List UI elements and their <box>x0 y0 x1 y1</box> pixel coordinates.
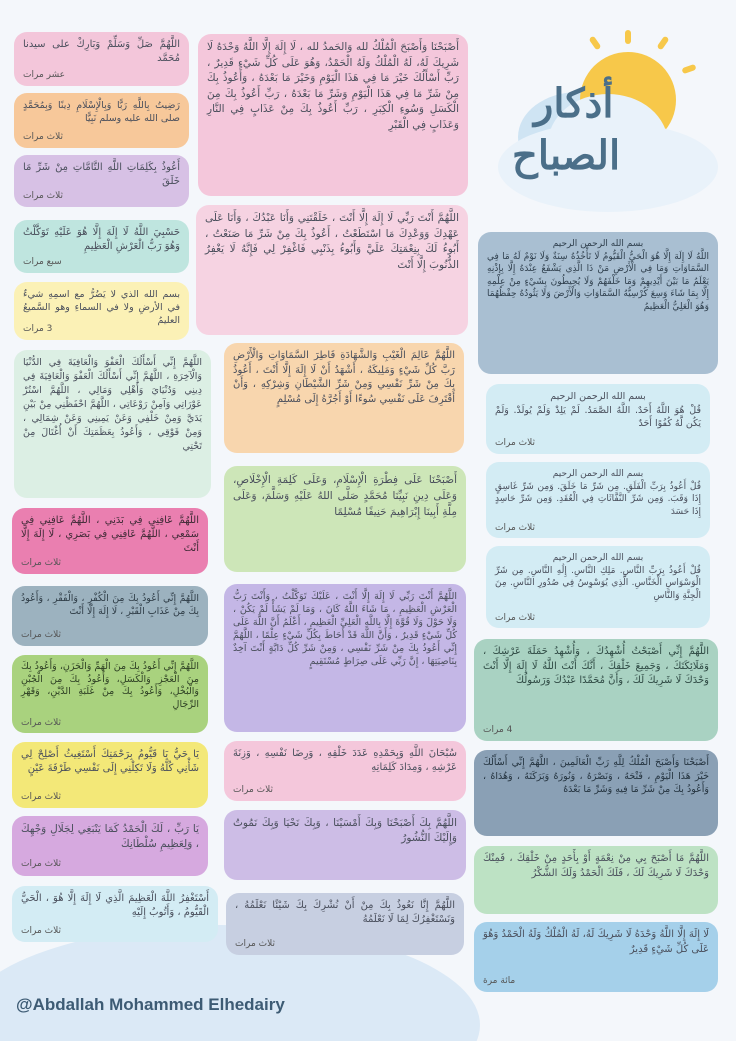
repeat-count: ثلاث مرات <box>21 792 61 802</box>
repeat-count: ثلاث مرات <box>23 191 63 201</box>
dhikr-text: اللَّهُمَّ عَالِمَ الْغَيْبِ وَالشَّهَادَةِ فَاطِرَ السَّمَاوَاتِ وَالْأَرْضِ رَبَّ كُلِّ شَيْءٍ وَمَلِيكَهُ ، أَشْهَدُ أَنْ لَا إِلَهَ إِلَّا أَنْتَ ، أَعُوذُ بِكَ مِنْ شَرِّ نَفْسِي وَمِنْ شَرِّ الشَّيْطَانِ وَشِرْكِهِ ، وَأَنْ أَقْتَرِفَ عَلَى نَفْسِي سُوءًا أَوْ أَجُرَّهُ إِلَى مُسْلِمٍ <box>233 350 455 405</box>
dhikr-text: قُلْ أَعُوذُ بِرَبِّ الْفَلَقِ. مِن شَرِّ مَا خَلَقَ. وَمِن شَرِّ غَاسِقٍ إِذَا وَقَبَ. وَمِن شَرِّ النَّفَّاثَاتِ فِي الْعُقَدِ. وَمِن شَرِّ حَاسِدٍ إِذَا حَسَدَ <box>495 481 701 517</box>
dhikr-text: اللَّهُمَّ إِنِّي أَعُوذُ بِكَ مِنَ الْكُفْرِ ، وَالْفَقْرِ ، وَأَعُوذُ بِكَ مِنْ عَذَابِ الْقَبْرِ ، لَا إِلَهَ إِلَّا أَنْتَ <box>21 593 199 617</box>
dhikr-card <box>486 462 710 538</box>
dhikr-text: اللَّهُمَّ أَنْتَ رَبِّي لَا إِلَهَ إِلَّا أَنْتَ ، خَلَقْتَنِي وَأَنَا عَبْدُكَ ، وَأَنَا عَلَى عَهْدِكَ وَوَعْدِكَ مَا اسْتَطَعْتُ ، أَعُوذُ بِكَ مِنْ شَرِّ مَا صَنَعْتُ ، أَبُوءُ لَكَ بِنِعْمَتِكَ عَلَيَّ وَأَبُوءُ بِذَنْبِي فَاغْفِرْ لِي فَإِنَّهُ لَا يَغْفِرُ الذُّنُوبَ إِلَّا أَنْتَ <box>205 212 459 271</box>
repeat-count: ثلاث مرات <box>21 926 61 936</box>
sun-ray <box>657 36 670 51</box>
basmala-header: بسم الله الرحمن الرحيم <box>552 553 644 563</box>
dhikr-card <box>12 816 208 876</box>
dhikr-text: أَصْبَحْنَا وَأَصْبَحَ الْمُلْكُ لِلَّهِ رَبِّ الْعَالَمِينَ ، اللَّهُمَّ إِنِّي أَسْأَلُكَ خَيْرَ هَذَا الْيَوْمِ ، فَتْحَهُ ، وَنَصْرَهُ ، وَنُورَهُ وَبَرَكَتَهُ ، وَهُدَاهُ ، وَأَعُوذُ بِكَ مِنْ شَرِّ مَا فِيهِ وَشَرِّ مَا بَعْدَهُ <box>483 757 709 795</box>
dhikr-text: اللَّهُ لَا إِلَهَ إِلَّا هُوَ الْحَيُّ الْقَيُّومُ لَا تَأْخُذُهُ سِنَةٌ وَلَا نَوْمٌ لَهُ مَا فِي السَّمَاوَاتِ وَمَا فِي الْأَرْضِ مَنْ ذَا الَّذِي يَشْفَعُ عِنْدَهُ إِلَّا بِإِذْنِهِ يَعْلَمُ مَا بَيْنَ أَيْدِيهِمْ وَمَا خَلْفَهُمْ وَلَا يُحِيطُونَ بِشَيْءٍ مِنْ عِلْمِهِ إِلَّا بِمَا شَاءَ وَسِعَ كُرْسِيُّهُ السَّمَاوَاتِ وَالْأَرْضَ وَلَا يَئُودُهُ حِفْظُهُمَا وَهُوَ الْعَلِيُّ الْعَظِيمُ <box>487 251 709 312</box>
dhikr-card <box>12 655 208 733</box>
dhikr-text: قُلْ هُوَ اللَّهُ أَحَدٌ. اللَّهُ الصَّمَدُ. لَمْ يَلِدْ وَلَمْ يُولَدْ. وَلَمْ يَكُن لَّهُ كُفُوًا أَحَدٌ <box>495 404 701 429</box>
dhikr-text: اللَّهُمَّ إِنِّي أَصْبَحْتُ أُشْهِدُكَ ، وَأُشْهِدُ حَمَلَةَ عَرْشِكَ ، وَمَلَائِكَتَكَ ، وَجَمِيعَ خَلْقِكَ ، أَنَّكَ أَنْتَ اللَّهُ لَا إِلَهَ إِلَّا أَنْتَ وَحْدَكَ لَا شَرِيكَ لَكَ ، وَأَنَّ مُحَمَّدًا عَبْدُكَ وَرَسُولُكَ <box>483 646 709 686</box>
title-line-1: أذكار <box>534 80 614 127</box>
author-credit: @Abdallah Mohammed Elhedairy <box>16 995 285 1014</box>
dhikr-card <box>226 893 464 955</box>
repeat-count: عشر مرات <box>23 70 65 80</box>
repeat-count: ثلاث مرات <box>235 939 275 949</box>
dhikr-text: اللَّهُمَّ بِكَ أَصْبَحْنَا وَبِكَ أَمْسَيْنَا ، وَبِكَ نَحْيَا وَبِكَ نَمُوتُ وَإِلَيْكَ النُّشُورُ <box>233 817 457 844</box>
dhikr-card <box>474 846 718 914</box>
dhikr-text: بسم الله الذي لا يَضُرُّ مع اسمِهِ شيءٌ في الأرضِ ولا في السماءِ وهو السَّميعُ العليمُ <box>23 289 180 326</box>
sun-ray <box>589 36 602 51</box>
repeat-count: ثلاث مرات <box>21 717 61 728</box>
repeat-count: ثلاث مرات <box>495 522 535 533</box>
dhikr-text: أَصْبَحْنَا عَلَى فِطْرَةِ الْإِسْلَامِ، وَعَلَى كَلِمَةِ الْإِخْلَاصِ، وَعَلَى دِينِ نَبِيِّنَا مُحَمَّدٍ صَلَّى اللهُ عَلَيْهِ وَسَلَّمَ، وَعَلَى مِلَّةِ أَبِينَا إِبْرَاهِيمَ حَنِيفًا مُسْلِمًا <box>233 474 457 518</box>
dhikr-card <box>474 922 718 992</box>
dhikr-text: اللَّهُمَّ إِنِّي أَسْأَلُكَ الْعَفْوَ وَالْعَافِيَةَ فِي الدُّنْيَا وَالْآخِرَةِ ، اللَّهُمَّ إِنِّي أَسْأَلُكَ الْعَفْوَ وَالْعَافِيَةَ فِي دِينِي وَدُنْيَايَ وَأَهْلِي وَمَالِي ، اللَّهُمَّ اسْتُرْ عَوْرَاتِي وَآمِنْ رَوْعَاتِي ، اللَّهُمَّ احْفَظْنِي مِنْ بَيْنِ يَدَيَّ وَمِنْ خَلْفِي وَعَنْ يَمِينِي وَعَنْ شِمَالِي ، وَمِنْ فَوْقِي ، وَأَعُوذُ بِعَظَمَتِكَ أَنْ أُغْتَالَ مِنْ تَحْتِي <box>23 357 202 452</box>
title-line-2: الصباح <box>512 132 621 179</box>
sun-ray <box>625 30 631 44</box>
sun-ray <box>681 64 696 74</box>
dhikr-card <box>486 384 710 454</box>
basmala-header: بسم الله الرحمن الرحيم <box>552 239 644 249</box>
dhikr-card <box>14 93 189 148</box>
dhikr-card <box>12 742 208 808</box>
dhikr-card <box>224 466 466 572</box>
repeat-count: ثلاث مرات <box>23 132 63 142</box>
basmala-header: بسم الله الرحمن الرحيم <box>550 391 646 402</box>
dhikr-card <box>474 639 718 741</box>
repeat-count: مائة مرة <box>483 975 516 986</box>
dhikr-text: اللَّهُمَّ إِنِّي أَعُوذُ بِكَ مِنَ الْهَمِّ وَالْحَزَنِ، وَأَعُوذُ بِكَ مِنَ الْعَجْزِ وَالْكَسَلِ، وَأَعُوذُ بِكَ مِنَ الْجُبْنِ وَالْبُخْلِ، وَأَعُوذُ بِكَ مِنْ غَلَبَةِ الدَّيْنِ، وَقَهْرِ الرِّجَالِ <box>21 661 199 710</box>
dhikr-card <box>14 282 189 340</box>
dhikr-card <box>224 343 464 453</box>
dhikr-card <box>14 350 211 498</box>
dhikr-text: رَضِيتُ بِاللَّهِ رَبًّا وَبِالْإِسْلَامِ دِينًا وَبِمُحَمَّدٍ صلى الله عليه وسلم نَبِيًّا <box>23 100 180 124</box>
repeat-count: ثلاث مرات <box>233 785 273 795</box>
dhikr-card <box>12 886 218 942</box>
dhikr-card <box>14 155 189 207</box>
repeat-count: ثلاث مرات <box>21 859 61 869</box>
dhikr-text: يَا حَيُّ يَا قَيُّومُ بِرَحْمَتِكَ أَسْتَغِيثُ أَصْلِحْ لِي شَأْنِي كُلَّهُ وَلَا تَكِلْنِي إِلَى نَفْسِي طَرْفَةَ عَيْنٍ <box>21 749 199 774</box>
repeat-count: 4 مرات <box>483 724 513 735</box>
dhikr-text: اللَّهُمَّ عَافِنِي فِي بَدَنِي ، اللَّهُمَّ عَافِنِي فِي سَمْعِي ، اللَّهُمَّ عَافِنِي فِي بَصَرِي ، لَا إِلَهَ إِلَّا أَنْتَ <box>21 515 199 554</box>
dhikr-card <box>478 232 718 374</box>
dhikr-text: أَعُوذُ بِكَلِمَاتِ اللَّهِ التَّامَّاتِ مِنْ شَرِّ مَا خَلَقَ <box>23 162 180 187</box>
dhikr-card <box>14 220 189 273</box>
dhikr-card <box>486 546 710 628</box>
dhikr-card <box>12 508 208 574</box>
repeat-count: سبع مرات <box>23 257 62 267</box>
repeat-count: ثلاث مرات <box>495 437 535 448</box>
dhikr-card <box>224 810 466 880</box>
dhikr-card <box>198 34 468 196</box>
repeat-count: ثلاث مرات <box>21 630 61 640</box>
dhikr-text: اللَّهُمَّ صَلِّ وَسَلِّمْ وَبَارِكْ على سيدنا مُحَمَّد <box>23 39 180 64</box>
dhikr-text: سُبْحَانَ اللَّهِ وَبِحَمْدِهِ عَدَدَ خَلْقِهِ ، وَرِضَا نَفْسِهِ ، وَزِنَةَ عَرْشِهِ ، وَمِدَادَ كَلِمَاتِهِ <box>233 748 457 773</box>
dhikr-text: لَا إِلَهَ إِلَّا اللَّهُ وَحْدَهُ لَا شَرِيكَ لَهُ، لَهُ الْمُلْكُ وَلَهُ الْحَمْدُ وَهُوَ عَلَى كُلِّ شَيْءٍ قَدِيرٌ <box>483 929 709 955</box>
dhikr-text: اللَّهُمَّ مَا أَصْبَحَ بِي مِنْ نِعْمَةٍ أَوْ بِأَحَدٍ مِنْ خَلْقِكَ ، فَمِنْكَ وَحْدَكَ لَا شَرِيكَ لَكَ ، فَلَكَ الْحَمْدُ وَلَكَ الشُّكْرُ <box>483 853 709 879</box>
dhikr-card <box>224 584 466 732</box>
dhikr-card <box>474 750 718 836</box>
dhikr-card <box>224 741 466 801</box>
repeat-count: ثلاث مرات <box>495 612 535 623</box>
repeat-count: ثلاث مرات <box>21 558 61 568</box>
dhikr-text: أَسْتَغْفِرُ اللَّهَ الْعَظِيمَ الَّذِي لَا إِلَهَ إِلَّا هُوَ ، الْحَيُّ الْقَيُّومُ ، وَأَتُوبُ إِلَيْهِ <box>21 893 209 918</box>
title-area <box>488 22 728 222</box>
dhikr-text: أَصْبَحْنَا وَأَصْبَحَ الْمُلْكُ لله وَالحَمدُ لله ، لَا إِلَهَ إِلَّا اللَّهُ وَحْدَهُ لَا شَرِيكَ لَهُ، لَهُ الْمُلْكُ وَلَهُ الْحَمْدُ، وَهُوَ عَلَى كُلِّ شَيْءٍ قَدِيرٌ ، رَبِّ أَسْأَلُكَ خَيْرَ مَا فِي هَذَا الْيَوْمِ وَخَيْرَ مَا بَعْدَهُ ، وَأَعُوذُ بِكَ مِنْ شَرِّ مَا فِي هَذَا الْيَوْمِ وَشَرِّ مَا بَعْدَهُ ، رَبِّ أَعُوذُ بِكَ مِنَ الْكَسَلِ وَسُوءِ الْكِبَرِ ، رَبِّ أَعُوذُ بِكَ مِنْ عَذَابٍ فِي النَّارِ وَعَذَابٍ فِي الْقَبْرِ <box>207 41 459 131</box>
dhikr-text: يَا رَبِّ ، لَكَ الْحَمْدُ كَمَا يَنْبَغِي لِجَلَالِ وَجْهِكَ ، وَلِعَظِيمِ سُلْطَانِكَ <box>21 823 199 850</box>
dhikr-text: قُلْ أَعُوذُ بِرَبِّ النَّاسِ. مَلِكِ النَّاسِ. إِلَٰهِ النَّاسِ. مِن شَرِّ الْوَسْوَاسِ الْخَنَّاسِ. الَّذِي يُوَسْوِسُ فِي صُدُورِ النَّاسِ. مِنَ الْجِنَّةِ وَالنَّاسِ <box>495 565 701 601</box>
dhikr-card <box>12 586 208 646</box>
repeat-count: 3 مرات <box>23 324 53 334</box>
dhikr-card <box>14 32 189 86</box>
dhikr-text: اللَّهُمَّ أَنْتَ رَبِّي لَا إِلَهَ إِلَّا أَنْتَ ، عَلَيْكَ تَوَكَّلْتُ ، وَأَنْتَ رَبُّ الْعَرْشِ الْعَظِيمِ ، مَا شَاءَ اللَّهُ كَانَ ، وَمَا لَمْ يَشَأْ لَمْ يَكُنْ ، وَلَا حَوْلَ وَلَا قُوَّةَ إِلَّا بِاللَّهِ الْعَلِيِّ الْعَظِيمِ ، أَعْلَمُ أَنَّ اللَّهَ عَلَى كُلِّ شَيْءٍ قَدِيرٌ ، وَأَنَّ اللَّهَ قَدْ أَحَاطَ بِكُلِّ شَيْءٍ عِلْمًا ، اللَّهُمَّ إِنِّي أَعُوذُ بِكَ مِنْ شَرِّ نَفْسِي ، وَمِنْ شَرِّ كُلِّ دَابَّةٍ أَنْتَ آخِذٌ بِنَاصِيَتِهَا ، إِنَّ رَبِّي عَلَى صِرَاطٍ مُسْتَقِيمٍ <box>233 591 457 667</box>
basmala-header: بسم الله الرحمن الرحيم <box>552 469 644 479</box>
dhikr-text: اللَّهُمَّ إِنَّا نَعُوذُ بِكَ مِنْ أَنْ نُشْرِكَ بِكَ شَيْئًا نَعْلَمُهُ ، وَنَسْتَغْفِرُكَ لِمَا لَا نَعْلَمُهُ <box>235 900 455 925</box>
dhikr-card <box>196 205 468 335</box>
dhikr-text: حَسْبِيَ اللَّهُ لَا إِلَهَ إِلَّا هُوَ عَلَيْهِ تَوَكَّلْتُ وَهُوَ رَبُّ الْعَرْشِ الْعَظِيمِ <box>23 227 180 252</box>
